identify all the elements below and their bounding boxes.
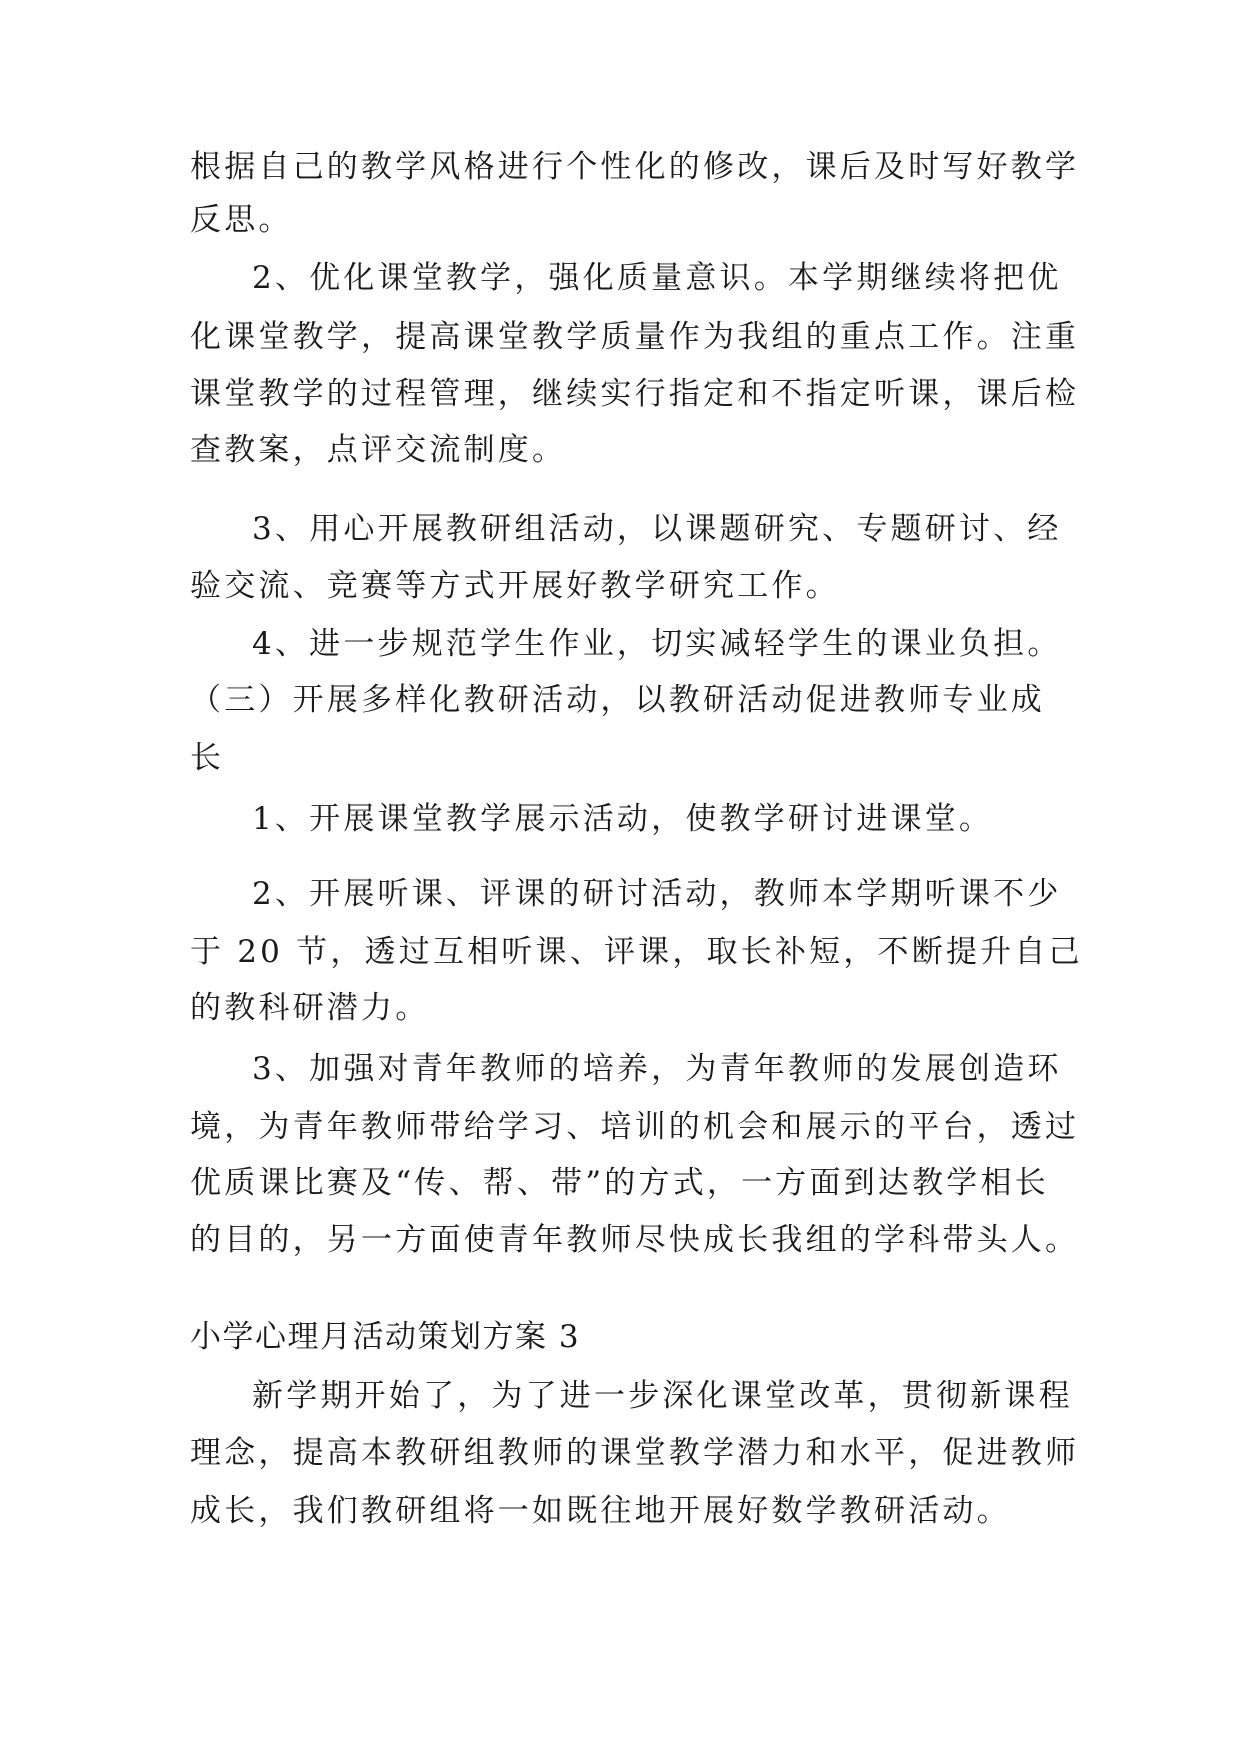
paragraph-line: 境，为青年教师带给学习、培训的机会和展示的平台，透过 (190, 1109, 1080, 1145)
paragraph-line: 于 20 节，透过互相听课、评课，取长补短，不断提升自己 (190, 934, 1083, 970)
paragraph-line: 3、加强对青年教师的培养，为青年教师的发展创造环 (252, 1051, 1062, 1087)
paragraph-line: 反思。 (190, 202, 293, 238)
paragraph-line: 化课堂教学，提高课堂教学质量作为我组的重点工作。注重 (190, 319, 1080, 355)
paragraph-line: 的教科研潜力。 (190, 990, 430, 1026)
paragraph-line: 优质课比赛及“传、帮、带”的方式，一方面到达教学相长 (190, 1165, 1049, 1201)
paragraph-line: 验交流、竞赛等方式开展好教学研究工作。 (190, 568, 840, 604)
paragraph-line: 新学期开始了，为了进一步深化课堂改革，贯彻新课程 (252, 1378, 1073, 1414)
paragraph-line: 理念，提高本教研组教师的课堂教学潜力和水平，促进教师 (190, 1435, 1080, 1471)
paragraph-line: 课堂教学的过程管理，继续实行指定和不指定听课，课后检 (190, 376, 1080, 412)
paragraph-line: 成长，我们教研组将一如既往地开展好数学教研活动。 (190, 1493, 1011, 1529)
paragraph-line: 1、开展课堂教学展示活动，使教学研讨进课堂。 (252, 801, 994, 837)
paragraph-line: 根据自己的教学风格进行个性化的修改，课后及时写好教学 (190, 149, 1080, 185)
paragraph-line: 2、开展听课、评课的研讨活动，教师本学期听课不少 (252, 876, 1062, 912)
paragraph-line: （三）开展多样化教研活动，以教研活动促进教师专业成 (190, 682, 1045, 718)
paragraph-line: 的目的，另一方面使青年教师尽快成长我组的学科带头人。 (190, 1222, 1080, 1258)
paragraph-line: 4、进一步规范学生作业，切实减轻学生的课业负担。 (252, 626, 1062, 662)
paragraph-line: 长 (190, 740, 225, 776)
paragraph-line: 3、用心开展教研组活动，以课题研究、专题研讨、经 (252, 511, 1062, 547)
section-heading: 小学心理月活动策划方案 3 (190, 1319, 581, 1355)
paragraph-line: 查教案，点评交流制度。 (190, 432, 567, 468)
paragraph-line: 2、优化课堂教学，强化质量意识。本学期继续将把优 (252, 260, 1062, 296)
